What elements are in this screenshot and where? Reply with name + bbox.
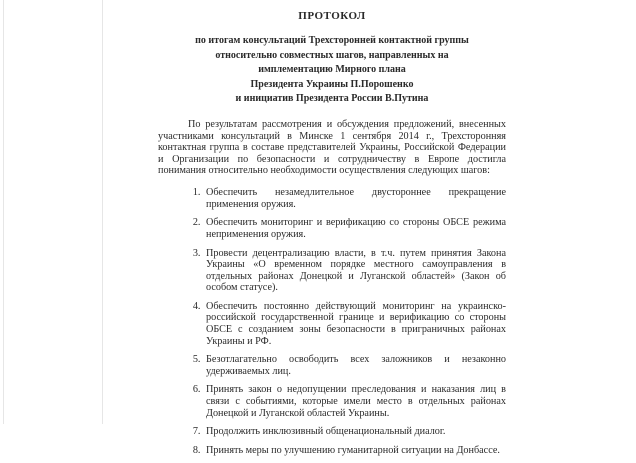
list-item: 4. Обеспечить постоянно действующий мониторинг на украинско-российской государственной границе и верификацию со стороны ОБСЕ с созданием зоны безопасности в приграничных районах Украины и РФ. xyxy=(203,301,506,347)
steps-list xyxy=(158,187,506,456)
subtitle-line: имплементацию Мирного плана xyxy=(258,64,406,76)
document-title: ПРОТОКОЛ xyxy=(298,10,366,22)
list-item: 8. Принять меры по улучшению гуманитарной ситуации на Донбассе. xyxy=(203,445,506,457)
list-item: 6. Принять закон о недопущении преследования и наказания лиц в связи с событиями, которые имели место в отдельных районах Донецкой и Луганской областей Украины. xyxy=(203,384,506,419)
list-item: 1. Обеспечить незамедлительное двустороннее прекращение применения оружия. xyxy=(203,187,506,210)
document-page xyxy=(158,4,506,463)
intro-paragraph: По результатам рассмотрения и обсуждения предложений, внесенных участниками консультаций в Минске 1 сентября 2014 г., Трехсторонняя контактная группа в составе представителей Украины, Российской Федерации и Организации по безопасности и сотрудничеству в Европе достигла понимания относительно необходимости осуществления следующих шагов: xyxy=(158,118,506,177)
list-item: 5. Безотлагательно освободить всех заложников и незаконно удерживаемых лиц. xyxy=(203,354,506,377)
list-item: 3. Провести децентрализацию власти, в т.ч. путем принятия Закона Украины «О временном порядке местного самоуправления в отдельных районах Донецкой и Луганской областей» (Закон об особом статусе). xyxy=(203,248,506,294)
subtitle-line: относительно совместных шагов, направленных на xyxy=(215,49,449,61)
page-edge-left xyxy=(3,0,4,424)
list-item: 2. Обеспечить мониторинг и верификацию со стороны ОБСЕ режима неприменения оружия. xyxy=(203,217,506,240)
list-item: 7. Продолжить инклюзивный общенациональный диалог. xyxy=(203,426,506,438)
subtitle-line: по итогам консультаций Трехсторонней контактной группы xyxy=(195,35,469,46)
subtitle-line: Президента Украины П.Порошенко xyxy=(250,78,414,90)
page-edge-inner xyxy=(102,0,103,424)
subtitle-line: и инициатив Президента России В.Путина xyxy=(235,93,429,105)
